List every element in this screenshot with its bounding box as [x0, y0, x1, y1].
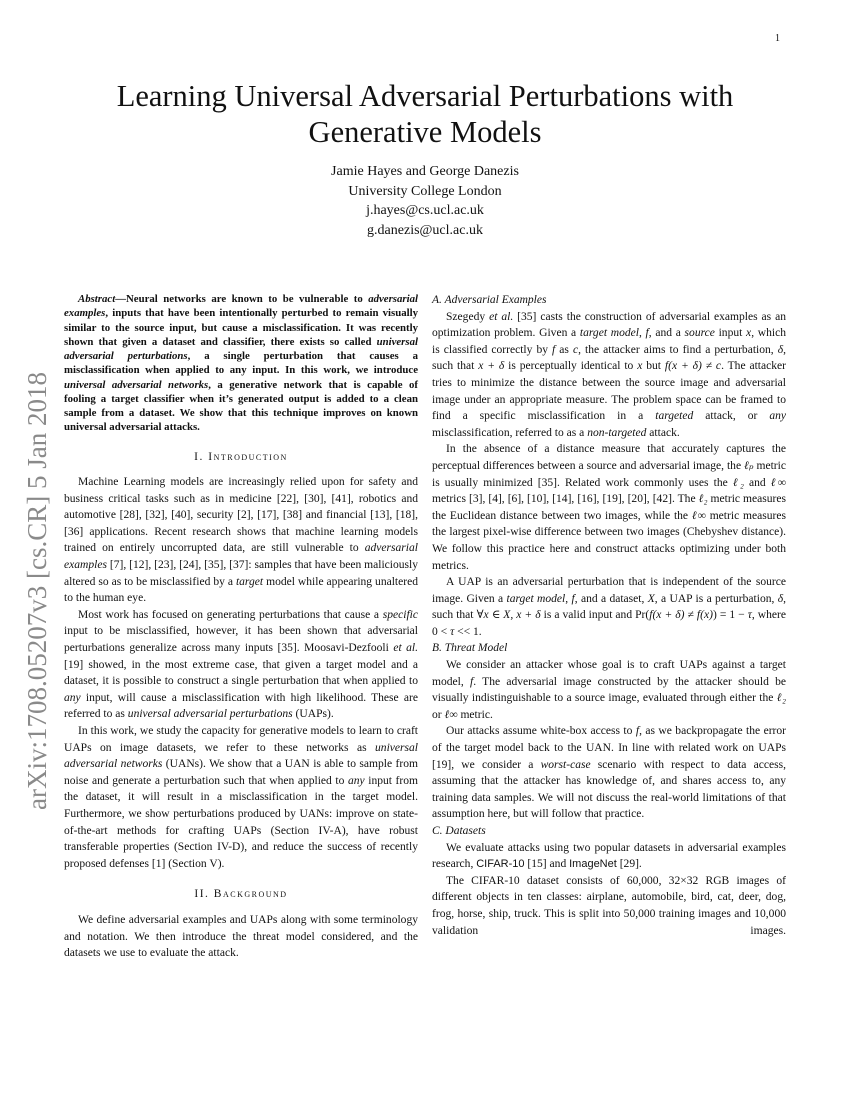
arxiv-stamp: arXiv:1708.05207v3 [cs.CR] 5 Jan 2018 [22, 372, 52, 810]
emphasis-text: f(x + δ) ≠ f(x) [649, 609, 713, 622]
emphasis-text: c [572, 343, 579, 356]
emphasis-text: specific [382, 608, 418, 621]
text-run: [35] casts the construction of adversarial examples as an optimization problem. Given a [432, 310, 786, 340]
text-run: input, will cause a misclassification with high likelihood. These are referred to as [64, 691, 418, 721]
paragraph [432, 574, 786, 640]
text-run: Our attacks assume white-box access to [446, 725, 636, 738]
abstract [64, 292, 418, 435]
emphasis-text: non-targeted [587, 426, 647, 439]
emphasis-text: ℓₚ [744, 459, 754, 472]
text-run: input to be misclassified, however, it has been shown that adversarial perturbations generalize across many inputs [35]. Moosavi-Dezfooli [64, 625, 418, 655]
emphasis-text: f [635, 725, 640, 738]
text-run: , a single perturbation that causes a misclassification when applied to any input. In this work, we introduce [64, 350, 418, 377]
text-run: metric. [457, 708, 493, 721]
subsection-heading: C. Datasets [432, 825, 486, 837]
paragraph [64, 607, 418, 723]
text-run: is a valid input and Pr( [540, 609, 650, 622]
emphasis-text: f [470, 675, 474, 688]
paragraph [432, 309, 786, 442]
text-run: input [714, 327, 747, 340]
emphasis-text: source [684, 327, 715, 340]
emphasis-text: any [347, 774, 365, 787]
text-run: A UAP is an adversarial perturbation that is independent of the source image. Given a [432, 576, 786, 605]
section-heading: II. Background [194, 888, 288, 901]
emphasis-text: universal adversarial networks [64, 741, 418, 771]
text-run: , where 0 < [432, 609, 786, 638]
emphasis-text: universal adversarial perturbations [127, 708, 293, 721]
author-block [200, 162, 650, 240]
text-run: metric is usually minimized [35]. Related work commonly uses the [432, 459, 786, 489]
text-run: ) = 1 − [712, 609, 748, 622]
text-run: Szegedy [446, 310, 490, 323]
text-run: , [638, 327, 646, 340]
emphasis-text: universal adversarial networks [64, 378, 209, 391]
emphasis-text: ∀x ∈ X, x + δ [476, 609, 541, 622]
text-run: is perceptually identical to [504, 360, 638, 373]
text-run: , such that [432, 343, 786, 373]
emphasis-text: ℓ∞ [691, 509, 706, 522]
text-run: but [642, 360, 665, 373]
text-run: In the absence of a distance measure that accurately captures the perceptual differences between a source and adversarial image, the [432, 443, 786, 472]
text-run: , as we backpropagate the error of the target model back to the UAN. In line with related work on UAPs [19], we consider a [432, 725, 787, 771]
text-run: (UAPs). [292, 708, 334, 721]
emphasis-text: et al. [393, 642, 419, 655]
emphasis-text: adversarial examples [64, 293, 418, 320]
page-number: 1 [775, 33, 780, 44]
text-run: or [432, 708, 445, 721]
affiliation: University College London [348, 183, 502, 199]
text-run: —Neural networks are known to be vulnerable to [115, 293, 369, 305]
text-run: input from the dataset, it will result in a misclassification in the target model. Furthermore, we show perturbations produced by UANs: improve on state-of-the-art methods for crafting UAPs (Section IV-A), have robust transferable properties (Section IV-D), and reduce the success of recently proposed defenses [1] (Section V). [64, 774, 418, 870]
emphasis-text: any [769, 410, 786, 423]
emphasis-text: x [746, 327, 752, 340]
emphasis-text: universal adversarial perturbations [64, 335, 418, 362]
text-run: . The attacker tries to minimize the distance between the source image and adversarial image under an appropriate measure. The problem space can be framed to find a specific misclassification in a [432, 360, 786, 423]
emphasis-text: target model [579, 327, 639, 340]
author-email: j.hayes@cs.ucl.ac.uk [366, 203, 484, 218]
text-run: , and a dataset, [574, 592, 648, 605]
emphasis-text: ℓ∞ [444, 708, 458, 721]
text-run: , a UAP is a perturbation, [654, 592, 778, 605]
emphasis-text: et al. [489, 310, 514, 323]
text-run: misclassification, referred to as a [432, 426, 588, 439]
text-run: as [555, 343, 573, 356]
emphasis-text: worst-case [540, 758, 591, 771]
emphasis-text: τ [450, 625, 455, 638]
emphasis-text: x + δ [478, 360, 505, 373]
emphasis-text: f [645, 327, 649, 340]
paper-title [40, 78, 810, 150]
title-line: Learning Universal Adversarial Perturbations with [116, 79, 734, 113]
text-run: attack, or [693, 410, 770, 423]
text-run: [19] showed, in the most extreme case, that given a target model and a dataset, it is possible to construct a single perturbation that when applied to [64, 658, 418, 688]
text-run: , which is classified correctly by [432, 327, 786, 356]
author-email: g.danezis@ucl.ac.uk [367, 222, 483, 238]
text-run: We consider an attacker whose goal is to craft UAPs against a target model, [432, 659, 786, 688]
paragraph [432, 441, 786, 574]
emphasis-text: δ [777, 343, 784, 356]
text-run: , such that [432, 592, 786, 622]
left-column [64, 292, 418, 962]
emphasis-text: ℓ₂ [776, 692, 786, 705]
text-run: We evaluate attacks using two popular datasets in adversarial examples research, [432, 841, 786, 871]
emphasis-text: Abstract [78, 293, 116, 305]
text-run: metric measures the Euclidean distance between two images, while the [432, 493, 787, 522]
text-run: , inputs that have been intentionally perturbed to remain visually similar to the source input, but cause a misclassification. It was recently shown that given a dataset and classifier, there exists so called [64, 307, 418, 348]
emphasis-text: X [647, 592, 655, 605]
paragraph [432, 840, 786, 873]
text-run: attack. [646, 426, 680, 439]
text-run: , and a [648, 327, 685, 340]
text-run: , [565, 592, 572, 605]
title-line: Generative Models [308, 115, 542, 149]
paragraph [432, 873, 786, 939]
text-run: [29]. [616, 858, 642, 871]
emphasis-text: target model [506, 592, 566, 605]
paragraph [64, 474, 418, 607]
emphasis-text: any [64, 691, 81, 704]
text-run: [15] and [524, 858, 570, 871]
emphasis-text: ℓ₂ [698, 493, 708, 506]
right-column [432, 292, 786, 939]
subsection-heading: B. Threat Model [432, 642, 508, 655]
section-heading: I. Introduction [194, 450, 288, 463]
text-run: << 1. [454, 625, 482, 638]
emphasis-text: f [571, 592, 575, 605]
emphasis-text: ℓ₂ [732, 476, 744, 489]
emphasis-text: targeted [655, 410, 694, 423]
paragraph [432, 657, 786, 723]
text-run: scenario with respect to data access, assuming that the attacker has knowledge of, and shares access to, any training data samples. We will not discuss the real-world limitations of that assumption here, but will follow that practice. [432, 758, 786, 821]
text-run: metric measures the largest pixel-wise difference between two images (Chebyshev distance). We follow this practice here and construct attacks optimizing under both metrics. [432, 509, 786, 572]
text-run: , the attacker aims to find a perturbation, [578, 343, 778, 356]
text-run: metrics [3], [4], [6], [10], [14], [16], [19], [20], [42]. The [432, 493, 699, 506]
subsection-heading: A. Adversarial Examples [432, 294, 547, 306]
text-run: In this work, we study the capacity for generative models to learn to craft UAPs on image datasets, we refer to these networks as [64, 725, 418, 754]
text-run: model while appearing unaltered to the human eye. [64, 575, 419, 605]
emphasis-text: f(x + δ) ≠ c [664, 360, 722, 373]
emphasis-text: τ [747, 609, 752, 622]
emphasis-text: δ [777, 592, 784, 605]
emphasis-text: target [235, 575, 264, 588]
text-run: Machine Learning models are increasingly relied upon for safety and business critical tasks such as in medicine [22], [30], [41], robotics and automotive [28], [32], [40], security [2], [17], [38] and financial [13], [18], [36] applications. Recent research shows that machine learning models trained on entirely uncorrupted data, are still vulnerable to [64, 476, 418, 555]
text-run: We define adversarial examples and UAPs along with some terminology and notation. We then introduce the threat model considered, and the datasets we use to evaluate the attack. [64, 913, 418, 960]
text-run: [7], [12], [23], [24], [35], [37]: samples that have been maliciously altered so as to be misclassified by a [64, 559, 419, 588]
emphasis-text: f [552, 343, 556, 356]
emphasis-text: ℓ∞ [770, 476, 787, 489]
dataset-name: CIFAR-10 [476, 858, 525, 871]
paragraph [432, 723, 786, 823]
text-run: (UANs). We show that a UAN is able to sample from noise and generate a perturbation such that when applied to [64, 758, 418, 787]
text-run: The CIFAR-10 dataset consists of 60,000, 32×32 RGB images of different objects in ten classes: airplane, automobile, bird, cat, deer, dog, frog, horse, ship, truck. This is split into 50,000 training images and 10,000 validation images. [432, 874, 786, 937]
text-run: , a generative network that is capable of fooling a target classifier when it’s generated output is added to a clean sample from a dataset. We show that this technique improves on known universal adversarial attacks. [64, 378, 418, 434]
text-run: Most work has focused on generating perturbations that cause a [78, 608, 383, 621]
text-run: and [743, 476, 771, 489]
author-names: Jamie Hayes and George Danezis [331, 164, 519, 179]
paragraph [64, 723, 418, 872]
paragraph [64, 912, 418, 962]
emphasis-text: adversarial examples [64, 542, 418, 572]
emphasis-text: x [637, 360, 643, 373]
dataset-name: ImageNet [569, 858, 617, 871]
text-run: . The adversarial image constructed by the attacker should be visually indistinguishable to a source image, evaluated through either the [432, 675, 787, 705]
